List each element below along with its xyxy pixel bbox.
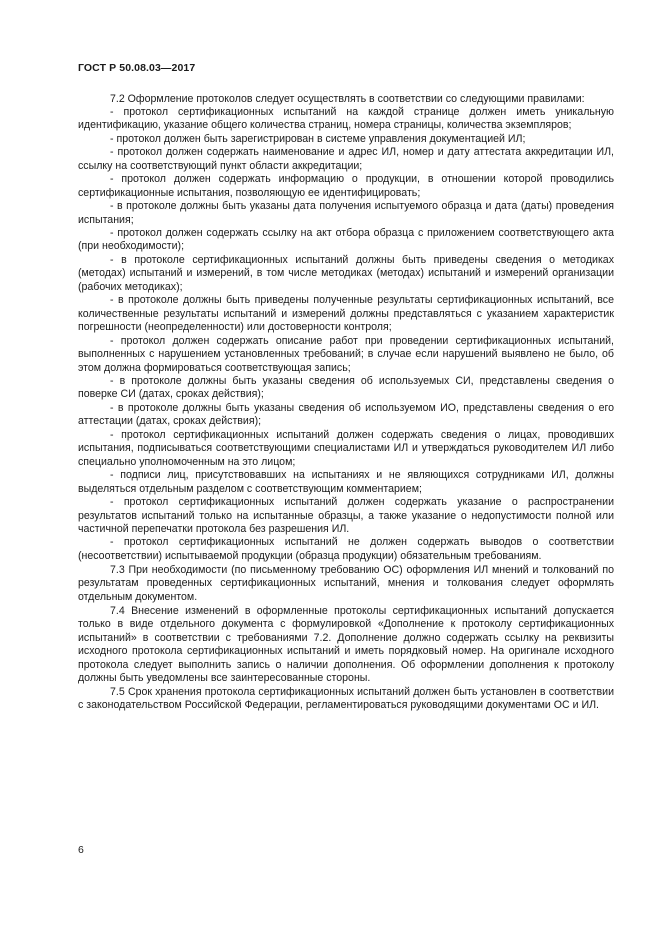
list-item: - протокол должен содержать информацию о продукции, в отношении которой проводились сертификационные испытания, позволяющую ее идентифицировать; — [78, 173, 614, 199]
section-7-2-intro: 7.2 Оформление протоколов следует осуществлять в соответствии со следующими правилами: — [110, 92, 585, 105]
section-7-5: 7.5 Срок хранения протокола сертификационных испытаний должен быть установлен в соответствии с законодательством Российской Федерации, регламентироваться руководящими документами ОС и ИЛ. — [78, 685, 614, 712]
section-7-3: 7.3 При необходимости (по письменному требованию ОС) оформления ИЛ мнений и толкований по результатам проведенных сертификационных испытаний, мнения и толкования следует оформлять отдельным документом. — [78, 563, 614, 603]
list-item: - протокол должен содержать наименование и адрес ИЛ, номер и дату аттестата аккредитации ИЛ, ссылку на соответствующий пункт области аккредитации; — [78, 146, 614, 172]
page-number: 6 — [78, 844, 84, 856]
list-item: - протокол должен содержать ссылку на акт отбора образца с приложением соответствующего акта (при необходимости); — [78, 227, 614, 253]
list-item: - в протоколе должны быть указаны сведения об используемом ИО, представлены сведения о его аттестации (датах, сроках действия); — [78, 401, 614, 428]
list-item: - в протоколе должны быть указаны дата получения испытуемого образца и дата (даты) проведения испытания; — [78, 200, 614, 226]
list-item: - протокол сертификационных испытаний должен содержать указание о распространении результатов испытаний только на испытанные образцы, а также указание о недопустимости полной или частичной перепечатки протокола без разрешения ИЛ. — [78, 496, 614, 535]
list-item: - протокол сертификационных испытаний на каждой странице должен иметь уникальную идентификацию, указание общего количества страниц, номера страницы, количества экземпляров; — [78, 105, 614, 132]
list-item: - в протоколе должны быть указаны сведения об используемых СИ, представлены сведения о поверке СИ (датах, сроках действия); — [78, 375, 614, 401]
list-item: - протокол сертификационных испытаний должен содержать сведения о лицах, проводивших испытания, подписываться соответствующими специалистами ИЛ и утверждаться руководителем ИЛ либо специально уполномоченным на это лицом; — [78, 428, 614, 468]
list-item: - в протоколе должны быть приведены полученные результаты сертификационных испытаний, все количественные результаты испытаний и измерений должны представляться с указанием характеристик погрешности (неопределенности) или достоверности контроля; — [78, 294, 614, 334]
document-header: ГОСТ Р 50.08.03—2017 — [78, 62, 196, 74]
list-item: - в протоколе сертификационных испытаний должны быть приведены сведения о методиках (методах) испытаний и измерений, в том числе методиках (методах) испытаний и измерений организации (рабочих методиках); — [78, 253, 614, 293]
list-item: - протокол сертификационных испытаний не должен содержать выводов о соответствии (несоответствии) испытываемой продукции (образца продукции) обязательным требованиям. — [78, 536, 614, 562]
list-item: - подписи лиц, присутствовавших на испытаниях и не являющихся сотрудниками ИЛ, должны выделяться отдельным разделом с соответствующим комментарием; — [78, 469, 614, 495]
section-7-4: 7.4 Внесение изменений в оформленные протоколы сертификационных испытаний допускается только в виде отдельного документа с формулировкой «Дополнение к протоколу сертификационных испытаний» в соответствии с требованиями 7.2. Дополнение должно содержать ссылку на реквизиты исходного протокола сертификационных испытаний и иметь порядковый номер. На оригинале исходного протокола следует выполнить запись о наличии дополнения. Об оформлении дополнения к протоколу должны быть уведомлены все заинтересованные стороны. — [78, 604, 614, 684]
list-item: - протокол должен быть зарегистрирован в системе управления документацией ИЛ; — [110, 132, 526, 145]
list-item: - протокол должен содержать описание работ при проведении сертификационных испытаний, выполненных с нарушением установленных требований; в случае если нарушений выявлено не было, об этом должна формироваться соответствующая запись; — [78, 334, 614, 374]
document-body — [78, 92, 614, 713]
